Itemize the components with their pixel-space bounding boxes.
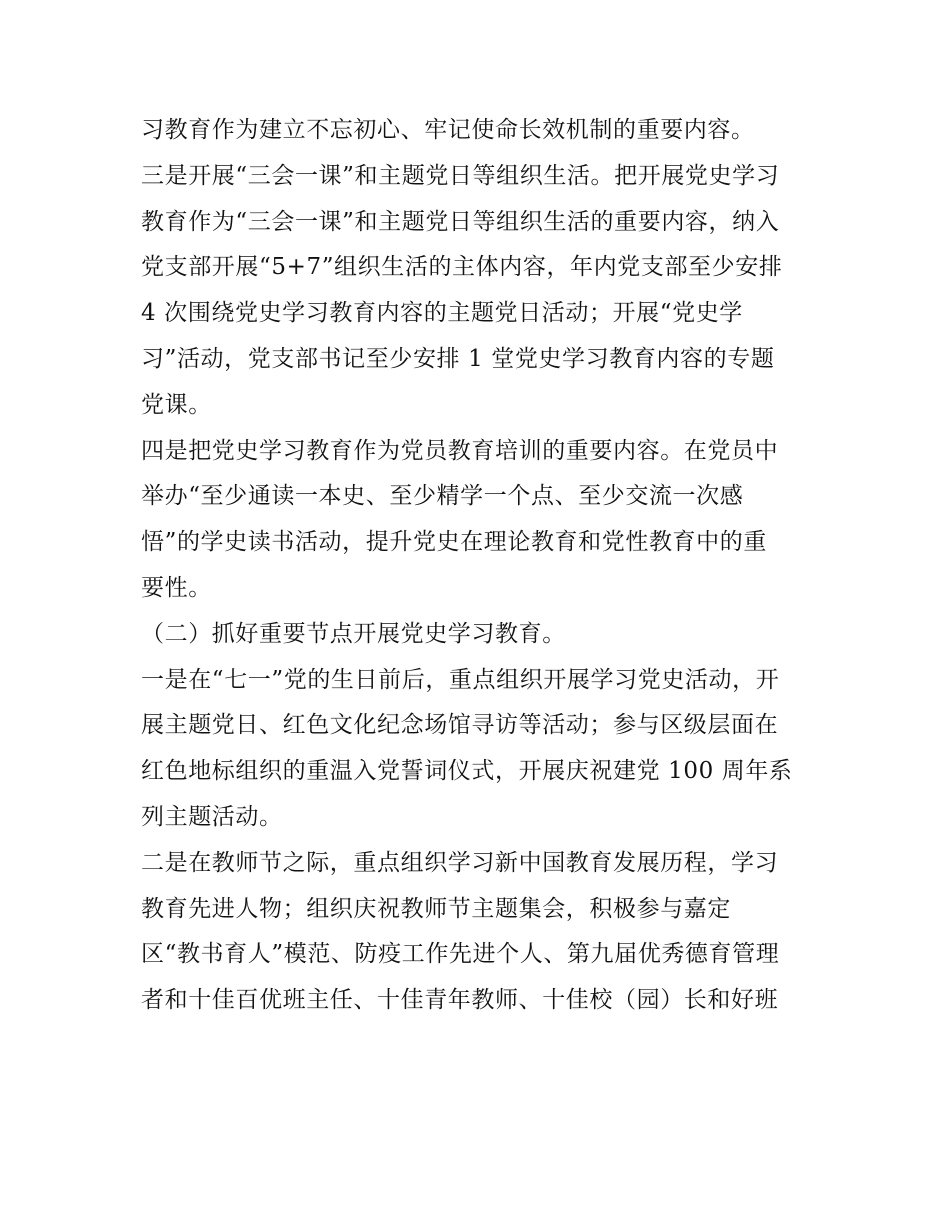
text-line: 教育先进人物；组织庆祝教师节主题集会，积极参与嘉定 (141, 895, 731, 922)
text-line: 列主题活动。 (141, 803, 283, 830)
text-line: 二是在教师节之际，重点组织学习新中国教育发展历程，学习 (141, 849, 779, 876)
text-line: 一是在“七一”党的生日前后，重点组织开展学习党史活动，开 (141, 666, 780, 693)
text-line: 悟”的学史读书活动，提升党史在理论教育和党性教育中的重 (141, 529, 767, 556)
text-line: 习”活动，党支部书记至少安排 1 堂党史学习教育内容的专题 (141, 345, 775, 372)
text-line: 举办“至少通读一本史、至少精学一个点、至少交流一次感 (141, 483, 744, 510)
text-line: 三是开展“三会一课”和主题党日等组织生活。把开展党史学习 (141, 162, 780, 189)
text-line: 展主题党日、红色文化纪念场馆寻访等活动；参与区级层面在 (141, 712, 779, 739)
text-line: 四是把党史学习教育作为党员教育培训的重要内容。在党员中 (141, 437, 779, 464)
section-heading: （二）抓好重要节点开展党史学习教育。 (141, 620, 566, 647)
text-line: 区“教书育人”模范、防疫工作先进个人、第九届优秀德育管理 (141, 941, 780, 968)
text-line: 红色地标组织的重温入党誓词仪式，开展庆祝建党 100 周年系 (141, 758, 793, 785)
text-line: 4 次围绕党史学习教育内容的主题党日活动；开展“党史学 (141, 300, 743, 327)
text-line: 者和十佳百优班主任、十佳青年教师、十佳校（园）长和好班 (141, 987, 779, 1014)
text-line: 党支部开展“5+7”组织生活的主体内容，年内党支部至少安排 (141, 254, 783, 281)
text-line: 习教育作为建立不忘初心、牢记使命长效机制的重要内容。 (141, 117, 755, 143)
text-line: 教育作为“三会一课”和主题党日等组织生活的重要内容，纳入 (141, 208, 780, 235)
text-line: 党课。 (141, 391, 212, 418)
text-line: 要性。 (141, 574, 212, 601)
document-body (141, 108, 816, 1024)
